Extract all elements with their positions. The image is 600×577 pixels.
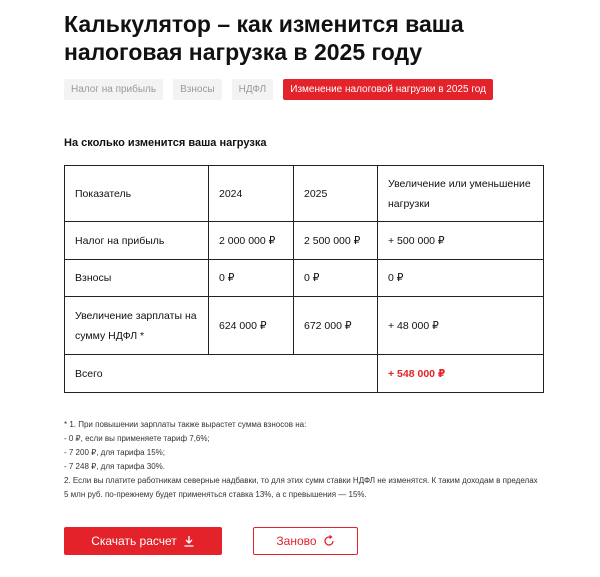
table-cell: 624 000 ₽ <box>209 297 294 355</box>
table-cell: Взносы <box>65 260 209 297</box>
tab-ndfl[interactable]: НДФЛ <box>232 79 274 100</box>
table-cell: 672 000 ₽ <box>294 297 378 355</box>
footnotes <box>64 418 554 502</box>
reset-button[interactable] <box>253 527 358 555</box>
table-cell: 2 000 000 ₽ <box>209 222 294 260</box>
header-cell: 2024 <box>209 166 294 222</box>
table-row <box>65 222 544 260</box>
total-label: Всего <box>65 355 378 393</box>
table-total-row <box>65 355 544 393</box>
tab-tax-change-2025[interactable]: Изменение налоговой нагрузки в 2025 год <box>283 79 493 100</box>
table-cell: 0 ₽ <box>294 260 378 297</box>
reset-button-label: Заново <box>276 534 317 548</box>
results-table <box>64 165 544 393</box>
table-cell: 0 ₽ <box>209 260 294 297</box>
tab-profit-tax[interactable]: Налог на прибыль <box>64 79 163 100</box>
header-cell: 2025 <box>294 166 378 222</box>
footnote-line: 2. Если вы платите работникам северные надбавки, то для этих сумм ставки НДФЛ не изменятся. К таким доходам в пределах <box>64 476 538 485</box>
page-title: Калькулятор – как изменится ваша налоговая нагрузка в 2025 году <box>64 11 464 65</box>
download-button[interactable] <box>64 527 222 555</box>
tab-bar <box>64 79 493 100</box>
footnote-line: 5 млн руб. по-прежнему будет применяться ставка 13%, а с превышения — 15%. <box>64 490 367 499</box>
footnote-line: - 0 ₽, если вы применяете тариф 7,6%; <box>64 434 210 443</box>
table-row <box>65 260 544 297</box>
header-cell: Показатель <box>65 166 209 222</box>
table-row <box>65 297 544 355</box>
refresh-icon <box>323 535 335 547</box>
download-button-label: Скачать расчет <box>91 534 177 548</box>
table-header-row <box>65 166 544 222</box>
table-cell: Налог на прибыль <box>65 222 209 260</box>
footnote-line: - 7 200 ₽, для тарифа 15%; <box>64 448 165 457</box>
total-value: + 548 000 ₽ <box>378 355 544 393</box>
footnote-line: * 1. При повышении зарплаты также вырастет сумма взносов на: <box>64 420 307 429</box>
table-cell: Увеличение зарплаты на сумму НДФЛ * <box>65 297 209 355</box>
tab-contributions[interactable]: Взносы <box>173 79 222 100</box>
section-subtitle: На сколько изменится ваша нагрузка <box>64 137 267 149</box>
table-cell: 2 500 000 ₽ <box>294 222 378 260</box>
table-cell: + 500 000 ₽ <box>378 222 544 260</box>
download-icon <box>183 535 195 547</box>
table-cell: 0 ₽ <box>378 260 544 297</box>
table-cell: + 48 000 ₽ <box>378 297 544 355</box>
header-cell: Увеличение или уменьшение нагрузки <box>378 166 544 222</box>
footnote-line: - 7 248 ₽, для тарифа 30%. <box>64 462 165 471</box>
